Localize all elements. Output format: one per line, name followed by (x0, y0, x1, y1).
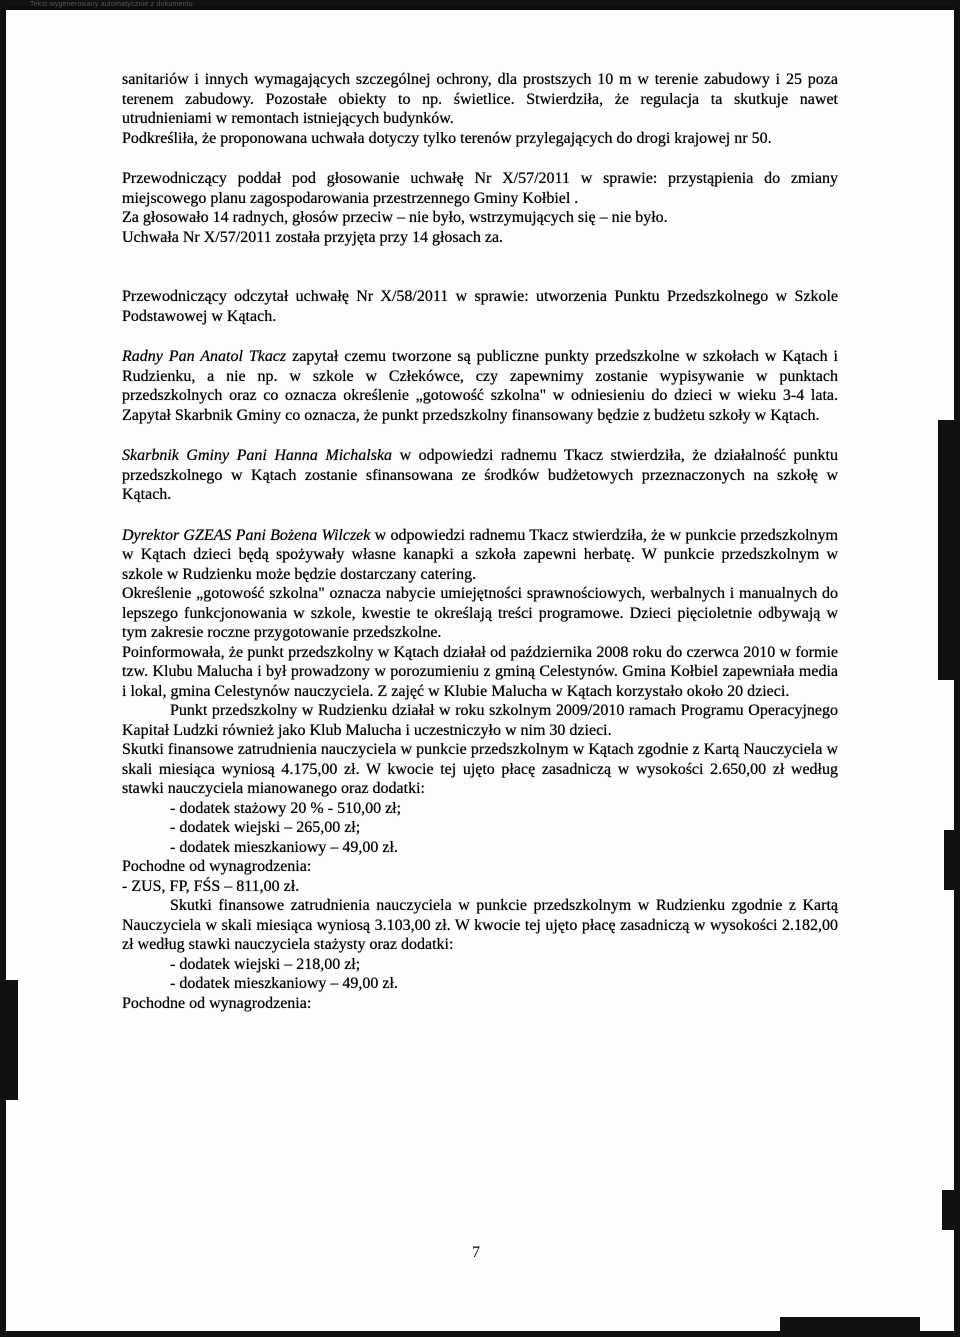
speaker-name: Skarbnik Gminy Pani Hanna Michalska (122, 447, 393, 464)
list-item: - dodatek stażowy 20 % - 510,00 zł; (170, 799, 402, 817)
list-item: - ZUS, FP, FŚS – 811,00 zł. (122, 877, 300, 895)
paragraph: Punkt przedszkolny w Rudzienku działał w roku szkolnym 2009/2010 ramach Programu Operacyjnego Kapitał Ludzki również jako Klub Malucha i uczestniczyło w nim 30 dzieci. (122, 702, 838, 739)
scan-artifact (938, 420, 960, 680)
paragraph: Przewodniczący odczytał uchwałę Nr X/58/2011 w sprawie: utworzenia Punktu Przedszkolnego w Szkole Podstawowej w Kątach. (122, 288, 838, 325)
scan-artifact (944, 830, 960, 890)
paragraph: Przewodniczący poddał pod głosowanie uchwałę Nr X/57/2011 w sprawie: przystąpienia do zmiany miejscowego planu zagospodarowania przestrzennego Gminy Kołbiel . (122, 170, 838, 207)
speaker-name: Dyrektor GZEAS Pani Bożena Wilczek (122, 526, 371, 544)
speaker-text: w odpowiedzi radnemu Tkacz stwierdziła, że w punkcie przedszkolnym w Kątach dzieci będą spożywały własne kanapki a szkoła zapewni herbatę. W punkcie przedszkolnym w szkole w Rudzienku może będzie dostarczany catering. (122, 526, 838, 583)
paragraph (122, 446, 838, 505)
paragraph: Określenie „gotowość szkolna" oznacza nabycie umiejętności sprawnościowych, werbalnych i manualnych do lepszego funkcjonowania w szkole, kwestie te określają treści programowe. Dzieci pięcioletnie odbywają w tym zakresie roczne przygotowanie przedszkolne. (122, 585, 838, 641)
list-heading: Pochodne od wynagrodzenia: (122, 858, 312, 875)
list-item: - dodatek wiejski – 218,00 zł; (170, 955, 361, 973)
scan-border-left (0, 0, 6, 1337)
scan-artifact (0, 980, 18, 1100)
paragraph: Skutki finansowe zatrudnienia nauczyciela w punkcie przedszkolnym w Rudzienku zgodnie z Kartą Nauczyciela w skali miesiąca wyniosą 3.103,00 zł. W kwocie tej ujęto płacę zasadniczą w wysokości 2.182,00 zł według stawki nauczyciela stażysty oraz dodatki: (122, 897, 838, 953)
paragraph (122, 347, 838, 425)
list-item: - dodatek mieszkaniowy – 49,00 zł. (170, 975, 398, 992)
paragraph: Skutki finansowe zatrudnienia nauczyciela w punkcie przedszkolnym w Kątach zgodnie z Kartą Nauczyciela w skali miesiąca wyniosą 4.175,00 zł. W kwocie tej ujęto płacę zasadniczą w wysokości 2.650,00 zł według stawki nauczyciela mianowanego oraz dodatki: (122, 741, 838, 797)
speaker-text: zapytał czemu tworzone są publiczne punkty przedszkolne w szkołach w Kątach i Rudzienku, a nie np. w szkole w Człekówce, czy zapewnimy zostanie wypisywanie w punktach przedszkolnych oraz co oznacza określenie „gotowość szkolna" w odniesieniu do dzieci w wieku 3-4 lata. Zapytał Skarbnik Gminy co oznacza, że punkt przedszkolny finansowany będzie z budżetu szkoły w Kątach. (122, 348, 839, 424)
resolution-outcome: Uchwała Nr X/57/2011 została przyjęta przy 14 głosach za. (122, 228, 504, 246)
list-heading: Pochodne od wynagrodzenia: (122, 994, 312, 1012)
speaker-text: w odpowiedzi radnemu Tkacz stwierdziła, że działalność punktu przedszkolnego w Kątach zostanie sfinansowana ze środków budżetowych przeznaczonych na szkołę w Kątach. (122, 447, 839, 503)
page-number: 7 (472, 1244, 480, 1261)
vote-result: Za głosowało 14 radnych, głosów przeciw – nie było, wstrzymujących się – nie było. (122, 209, 668, 226)
document-body (122, 70, 838, 1013)
paragraph: Poinformowała, że punkt przedszkolny w Kątach działał od października 2008 roku do czerwca 2010 w formie tzw. Klubu Malucha i był prowadzony w porozumieniu z gminą Celestynów. Gmina Kołbiel zapewniała media i lokal, gmina Celestynów nauczyciela. Z zajęć w Klubie Malucha w Kątach korzystało około 20 dzieci. (122, 643, 838, 700)
scan-artifact (780, 1317, 920, 1337)
scan-artifact (942, 1190, 960, 1230)
speaker-name: Radny Pan Anatol Tkacz (122, 348, 287, 365)
list-item: - dodatek wiejski – 265,00 zł; (170, 819, 361, 836)
paragraph: Podkreśliła, że proponowana uchwała dotyczy tylko terenów przylegających do drogi krajowej nr 50. (122, 129, 772, 147)
paragraph (122, 526, 838, 585)
paragraph: sanitariów i innych wymagających szczególnej ochrony, dla prostszych 10 m w terenie zabudowy i 25 poza terenem zabudowy. Pozostałe obiekty to np. świetlice. Stwierdziła, że regulacja ta skutkuje nawet utrudnieniami w remontach istniejących budynków. (122, 71, 838, 127)
scan-header-strip: Tekst wygenerowany automatycznie z dokumentu (30, 1, 193, 8)
list-item: - dodatek mieszkaniowy – 49,00 zł. (170, 838, 398, 856)
